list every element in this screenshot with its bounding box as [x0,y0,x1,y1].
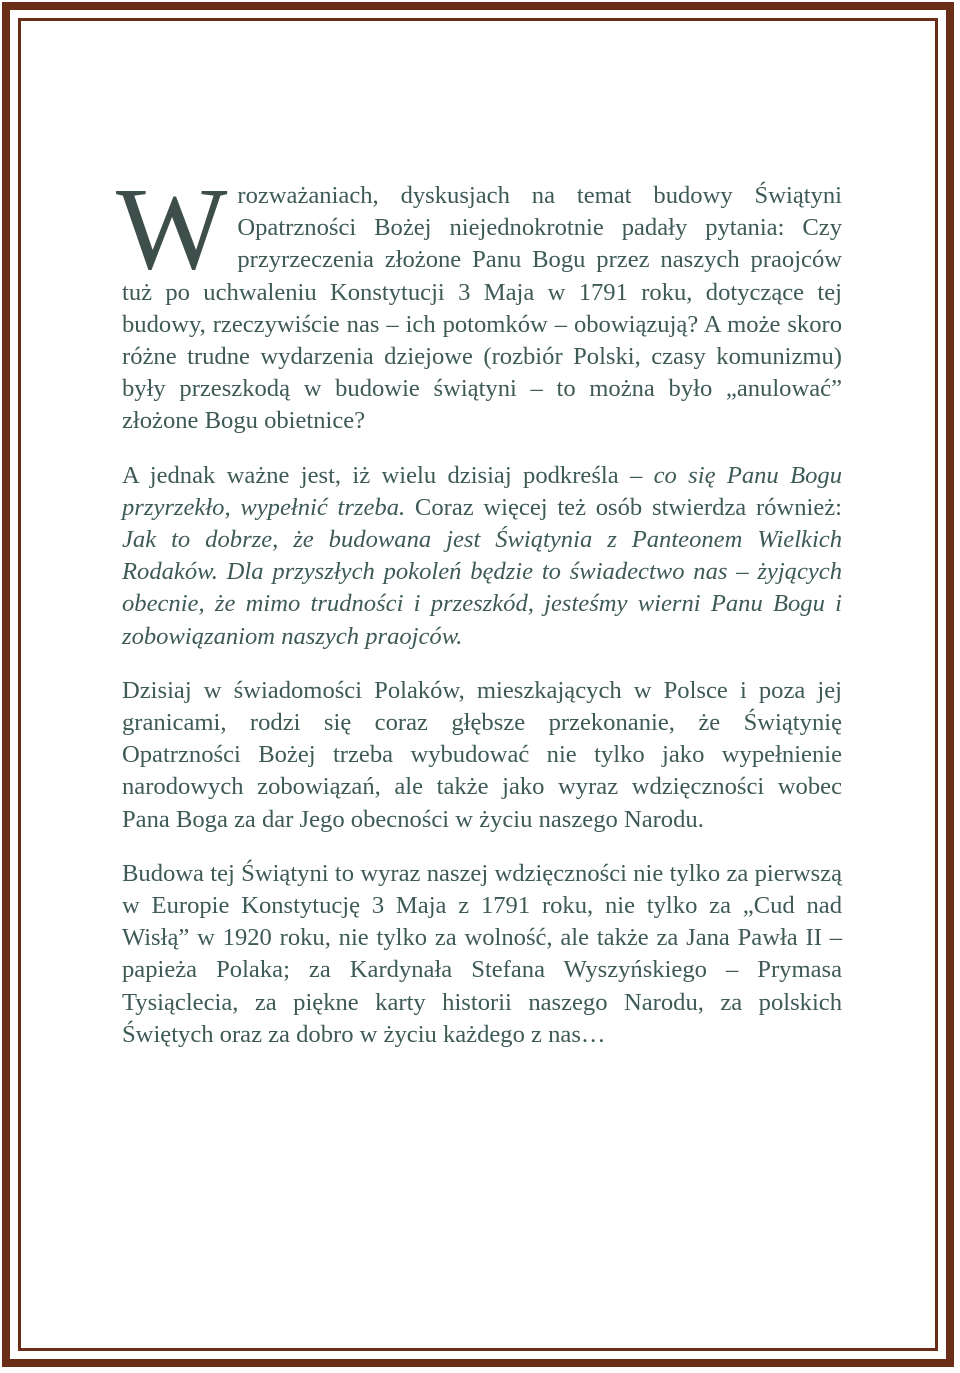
paragraph-2 [122,460,842,653]
drop-cap: W [116,163,228,294]
paragraph-2-intro: A jednak ważne jest, iż wielu dzisiaj podkreśla – [122,461,654,489]
paragraph-1-text: rozważaniach, dyskusjach na temat budowy Świątyni Opatrzności Bożej niejednokrotnie padały pytania: Czy przyrzeczenia złożone Panu Bogu przez naszych praojców tuż po uchwaleniu Konstytucji 3 Maja w 1791 roku, dotyczące tej budowy, rzeczywiście nas – ich potomków – obowiązują? A może skoro różne trudne wydarzenia dziejowe (rozbiór Polski, czasy komunizmu) były przeszkodą w budowie świątyni – to można było „anulować” złożone Bogu obietnice? [122,182,842,435]
paragraph-2-quote-1: co się Panu Bogu przyrzekło, wypełnić trzeba. [122,461,842,521]
paragraph-2-quote-2: Jak to dobrze, że budowana jest Świątynia z Panteonem Wielkich Rodaków. Dla przyszłych pokoleń będzie to świadectwo nas – żyjących obecnie, że mimo trudności i przeszkód, jesteśmy wierni Panu Bogu i zobowiązaniom naszych praojców. [122,526,842,650]
paragraph-1 [116,163,842,438]
paragraph-4: Budowa tej Świątyni to wyraz naszej wdzięczności nie tylko za pierwszą w Europie Konstytucję 3 Maja z 1791 roku, nie tylko za „Cud nad Wisłą” w 1920 roku, nie tylko za wolność, ale także za Jana Pawła II – papieża Polaka; za Kardynała Stefana Wyszyńskiego – Prymasa Tysiąclecia, za piękne karty historii naszego Narodu, za polskich Świętych oraz za dobro w życiu każdego z nas… [122,859,842,1048]
paragraph-3: Dzisiaj w świadomości Polaków, mieszkających w Polsce i poza jej granicami, rodzi się coraz głębsze przekonanie, że Świątynię Opatrzności Bożej trzeba wybudować nie tylko jako wypełnienie narodowych zobowiązań, ale także jako wyraz wdzięczności wobec Pana Boga za dar Jego obecności w życiu naszego Narodu. [122,676,842,833]
document-body [116,163,842,1051]
paragraph-2-middle: Coraz więcej też osób stwierdza również: [405,493,842,521]
